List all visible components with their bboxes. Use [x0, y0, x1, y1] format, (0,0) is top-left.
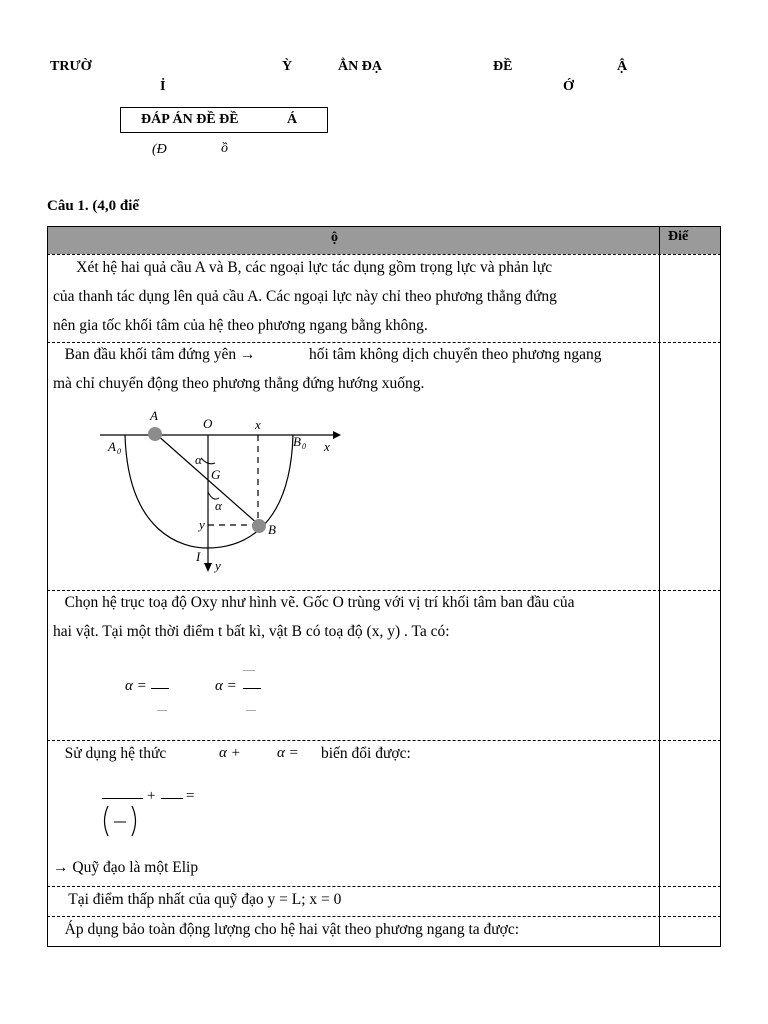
fraction-bar [243, 688, 261, 689]
row4-mid2: α = [277, 745, 299, 761]
label-alpha-bottom: α [215, 498, 222, 513]
header-fragment-6: Ớ [563, 79, 574, 94]
fraction-bar [151, 688, 169, 689]
ellipse-diagram [95, 406, 355, 578]
label-o: O [203, 416, 213, 431]
y-axis-arrow [204, 563, 212, 572]
header-score: Điể [668, 229, 689, 244]
header-fragment-5: Ỉ [160, 79, 166, 94]
row3-line2: hai vật. Tại một thời điểm t bất kì, vật B có toạ độ (x, y) . Ta có: [53, 623, 450, 640]
row2-line1-tail: hối tâm không dịch chuyển theo phương ngang [309, 346, 602, 363]
question-label: Câu 1. (4,0 điể [47, 198, 140, 214]
label-alpha-top: α [195, 452, 202, 467]
row3-line1: Chọn hệ trục toạ độ Oxy như hình vẽ. Gốc O trùng với vị trí khối tâm ban đầu của [53, 594, 575, 611]
header-fragment-3: ĐỀ [493, 59, 513, 74]
title-text-tail: Á [287, 112, 298, 127]
ball-b [252, 519, 266, 533]
label-y-axis: y [215, 558, 221, 573]
label-b: B [268, 522, 276, 537]
header-fragment-2: ẲN ĐẠ [338, 59, 382, 74]
label-b0: B [293, 434, 301, 449]
subtitle-tail: ồ [221, 141, 228, 156]
title-box [120, 107, 328, 133]
label-a0-sub: 0 [117, 447, 121, 456]
school-name: TRƯỜ [50, 59, 92, 74]
label-b0-sub: 0 [302, 442, 306, 451]
subtitle: (Đ [152, 142, 167, 157]
score-column-divider [659, 226, 660, 947]
row1-line1: Xét hệ hai quả cầu A và B, các ngoại lực tác dụng gồm trọng lực và phản lực [53, 259, 553, 276]
label-g: G [211, 467, 221, 482]
label-y-coord: y [199, 517, 205, 532]
row4-conclusion: → Quỹ đạo là một Elip [53, 859, 199, 876]
title-text: ĐÁP ÁN ĐỀ ĐỀ [141, 112, 239, 127]
eq-equals: = [186, 788, 195, 804]
fraction-bar [161, 798, 183, 799]
header-content: ộ [331, 230, 338, 245]
label-i: I [196, 549, 201, 564]
row2-line2: mà chỉ chuyển động theo phương thẳng đứng hướng xuống. [53, 375, 425, 392]
row2-line1: Ban đầu khối tâm đứng yên → [53, 346, 260, 363]
x-axis-arrow [333, 431, 341, 439]
eq-plus: + [147, 788, 156, 804]
row5-line1: Tại điểm thấp nhất của quỹ đạo y = L; x = 0 [53, 891, 342, 908]
fraction-numerator [243, 670, 255, 671]
fraction-denominator [157, 710, 167, 711]
answer-table [47, 226, 721, 947]
row4-tail: biến đổi được: [321, 745, 411, 762]
label-a0: A [108, 439, 116, 454]
header-fragment-4: Ậ [617, 59, 628, 74]
ball-a [148, 427, 162, 441]
fraction-bar [102, 798, 143, 799]
row6-line1: Áp dụng bảo toàn động lượng cho hệ hai vật theo phương ngang ta được: [53, 921, 520, 938]
row1-line3: nên gia tốc khối tâm của hệ theo phương ngang bằng không. [53, 317, 428, 334]
row4-lead: Sử dụng hệ thức [53, 745, 167, 762]
formula-2: α = [215, 678, 237, 694]
fraction-denominator [246, 710, 256, 711]
header-fragment-1: Ỳ [282, 59, 293, 74]
row1-line2: của thanh tác dụng lên quả cầu A. Các ngoại lực này chỉ theo phương thẳng đứng [53, 288, 557, 305]
row4-mid1: α + [219, 745, 241, 761]
label-a: A [150, 408, 158, 423]
label-x-top: x [255, 417, 261, 432]
paren-expression [100, 804, 140, 838]
formula-1: α = [125, 678, 147, 694]
label-x-axis: x [324, 439, 330, 454]
